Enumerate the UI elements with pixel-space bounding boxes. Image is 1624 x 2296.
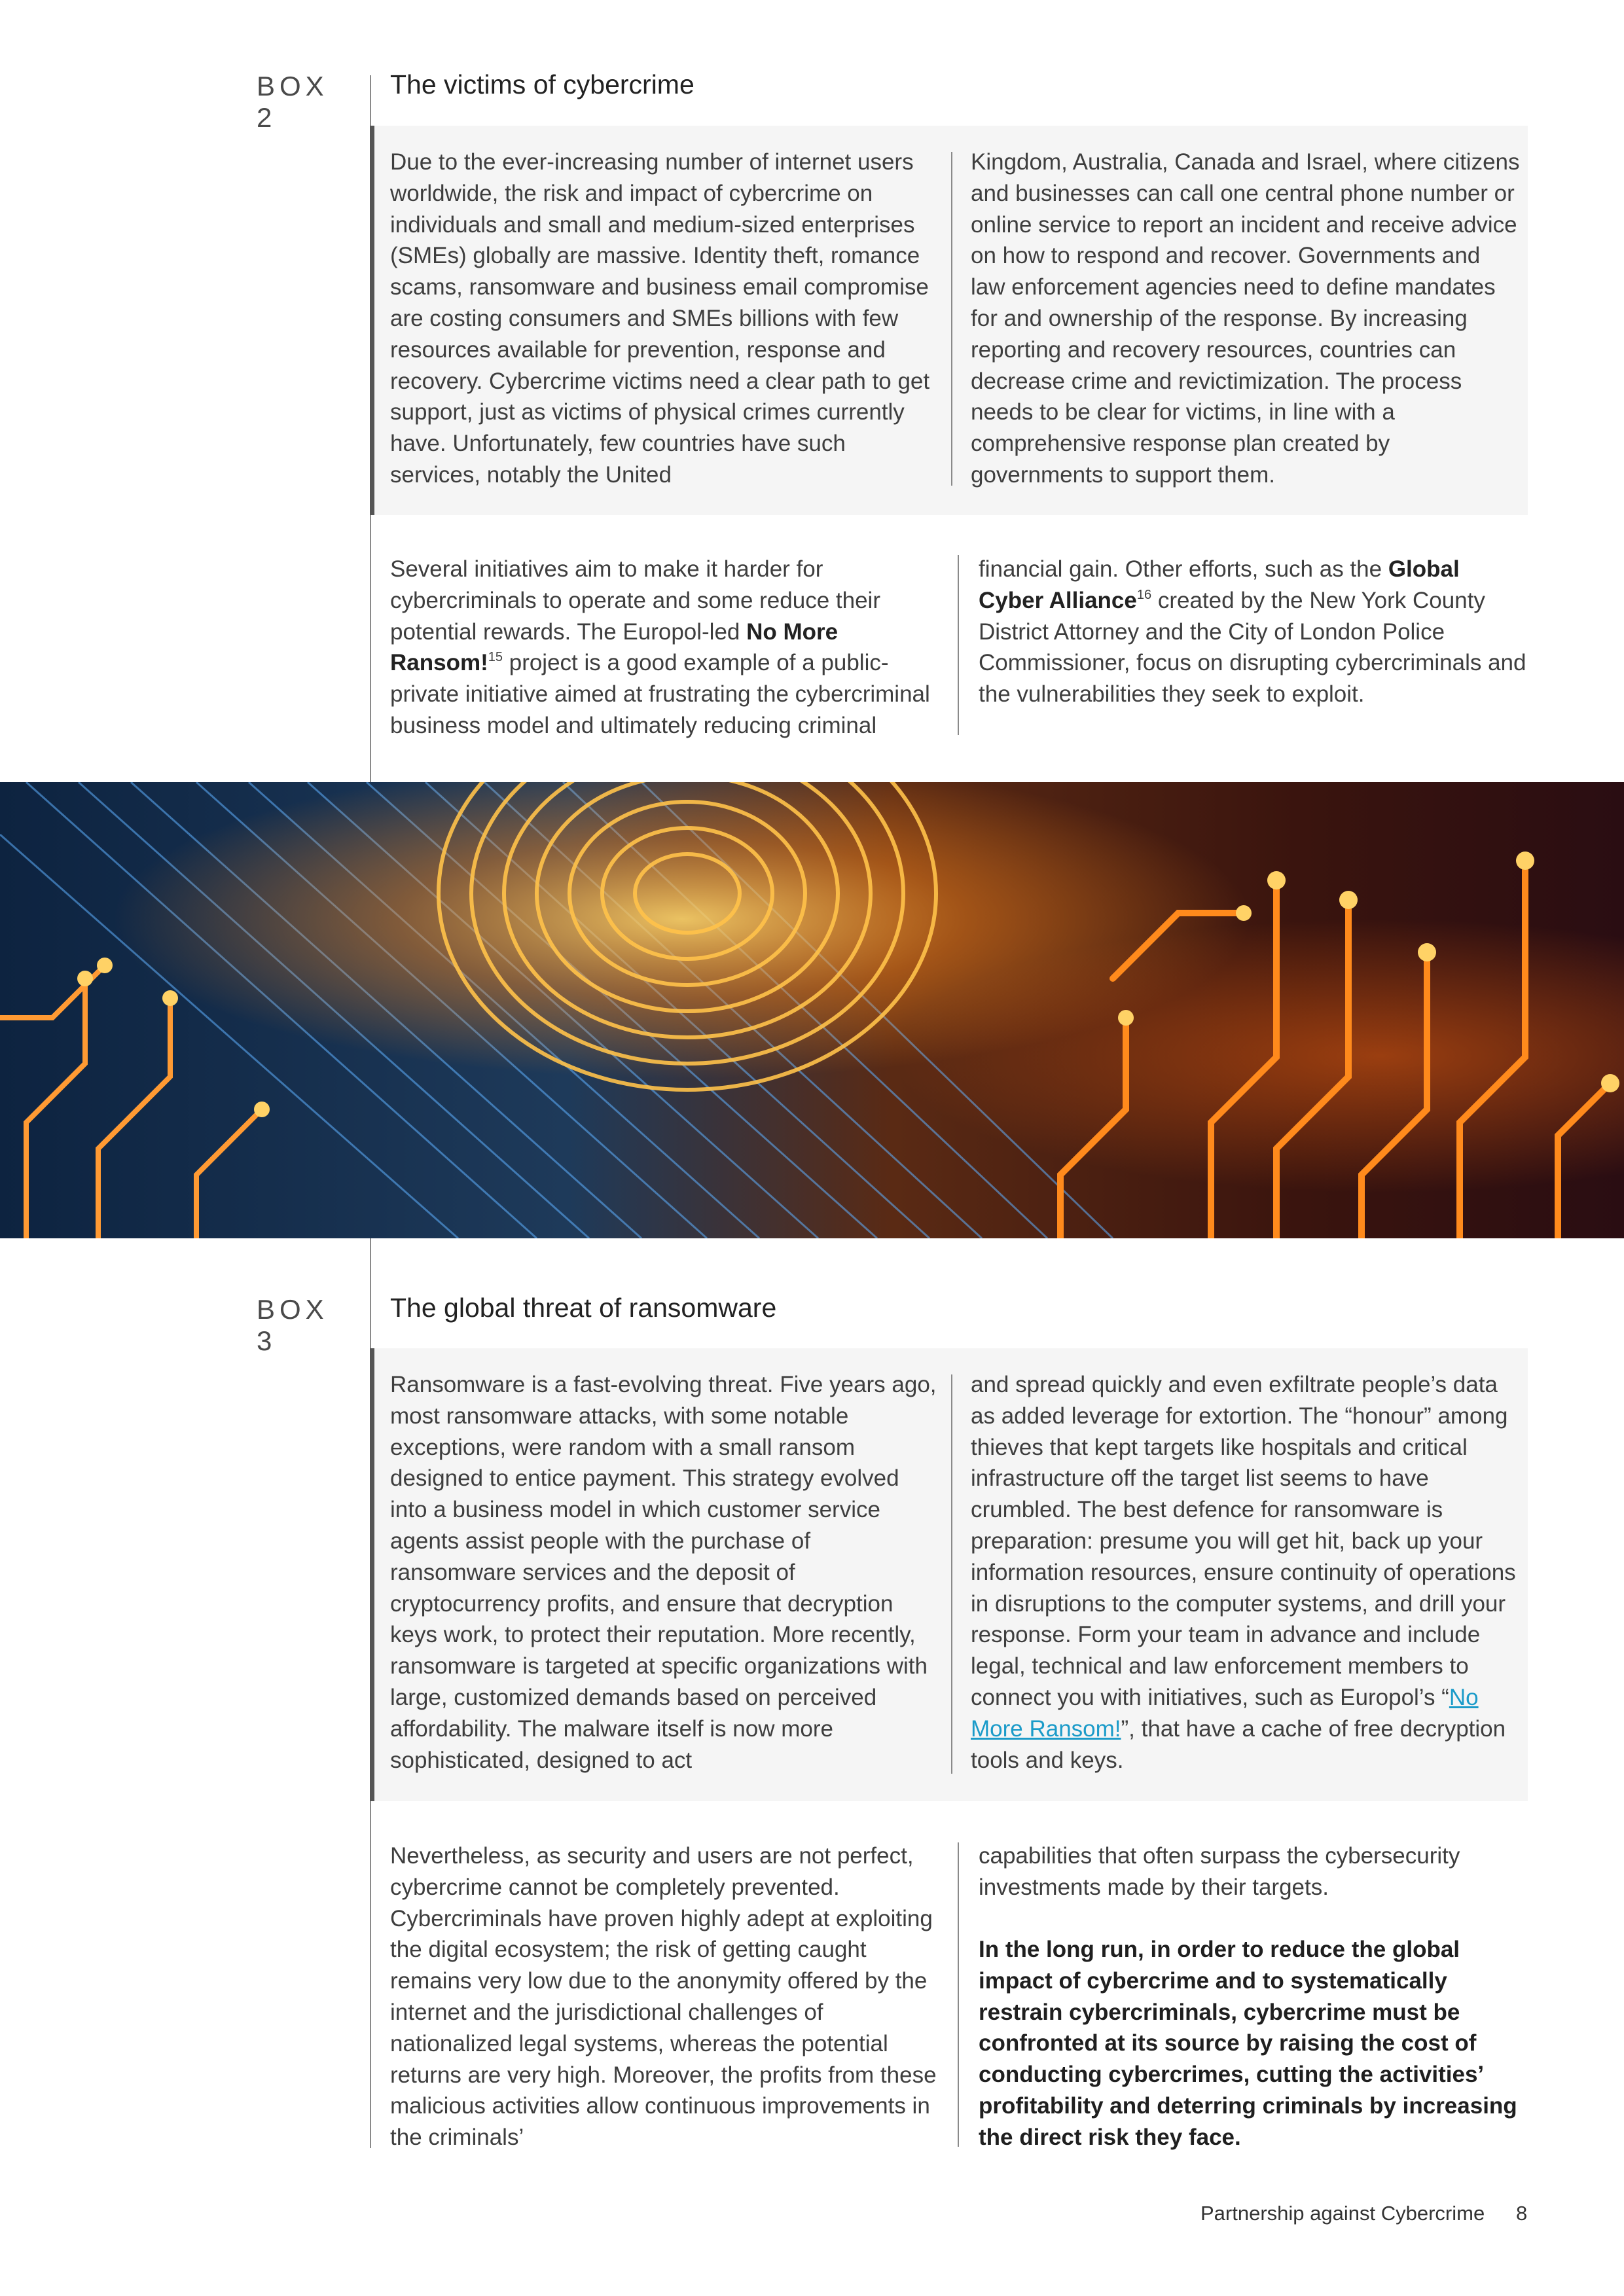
box2-body-right: financial gain. Other efforts, such as the Global Cyber Alliance$^{16}$ created by the New York County District Attorney and the City of London Police Commissioner, focus on disrupting cybercriminals and the vulnerabilities they seek to exploit. <box>979 556 1526 708</box>
box3-body-right: capabilities that often surpass the cybersecurity investments made by their targets. <box>979 1843 1460 1900</box>
box3-panel-left-text: Ransomware is a fast-evolving threat. Five years ago, most ransomware attacks, with some notable exceptions, were random with a small ransom designed to entice payment. This strategy evolved into a business model in which customer service agents assist people with the purchase of ransomware services and the deposit of cryptocurrency profits, and ensure that decryption keys work, to protect their reputation. More recently, ransomware is targeted at specific organizations with large, customized demands based on perceived affordability. The malware itself is now more sophisticated, designed to act <box>390 1372 937 1773</box>
footnote-15: 15 <box>488 650 503 665</box>
global-cyber-alliance-ref: Global Cyber Alliance <box>979 556 1460 613</box>
box2-body-divider <box>958 555 959 735</box>
box3-conclusion: In the long run, in order to reduce the global impact of cybercrime and to systematically restrain cybercriminals, cybercrime must be confronted at its source by raising the cost of conducting cybercrimes, cutting the activities’ profitability and deterring criminals by increasing the direct risk they face. <box>979 1937 1517 2150</box>
fingerprint-circuit-illustration <box>0 782 1624 1238</box>
box3-body-left: Nevertheless, as security and users are not perfect, cybercrime cannot be completely prevented. Cybercriminals have proven highly adept at exploiting the digital ecosystem; the risk of getting caught remains very low due to the anonymity offered by the internet and the jurisdictional challenges of nationalized legal systems, whereas the potential returns are very high. Moreover, the profits from these malicious activities allow continuous improvements in the criminals’ <box>390 1843 937 2151</box>
box3-title: The global threat of ransomware <box>390 1293 777 1323</box>
no-more-ransom-link[interactable]: No More Ransom! <box>971 1684 1479 1742</box>
box3-body-divider <box>958 1842 959 2147</box>
box2-body-left: Several initiatives aim to make it harder for cybercriminals to operate and some reduce their potential rewards. The Europol-led No More Ransom!$^{15}$ project is a good example of a public-private initiative aimed at frustrating the cybercriminal business model and ultimately reducing criminal <box>390 556 930 738</box>
box3-panel-bar <box>370 1348 374 1801</box>
footer-title: Partnership against Cybercrime <box>1200 2202 1485 2225</box>
box2-panel-bar <box>370 126 374 515</box>
fingerprint-icon <box>0 782 1624 1238</box>
box2-title: The victims of cybercrime <box>390 69 695 99</box>
box2-panel-right-text: Kingdom, Australia, Canada and Israel, where citizens and businesses can call one central phone number or online service to report an incident and receive advice on how to respond and recover. Governments and law enforcement agencies need to define mandates for and ownership of the response. By increasing reporting and recovery resources, countries can decrease crime and revictimization. The process needs to be clear for victims, in line with a comprehensive response plan created by governments to support them. <box>971 149 1520 488</box>
box3-panel-right-text: and spread quickly and even exfiltrate people’s data as added leverage for extortion. The “honour” among thieves that kept targets like hospitals and critical infrastructure off the target list seems to have crumbled. The best defence for ransomware is preparation: presume you will get hit, back up your information resources, ensure continuity of operations in disruptions to the computer systems, and drill your response. Form your team in advance and include legal, technical and law enforcement members to connect you with initiatives, such as Europol’s “No More Ransom!”, that have a cache of free decryption tools and keys. <box>971 1372 1516 1773</box>
box3-label: BOX 3 <box>257 1294 329 1356</box>
page-number: 8 <box>1516 2202 1528 2225</box>
footnote-16: 16 <box>1136 587 1152 602</box>
no-more-ransom-ref: No More Ransom! <box>390 619 839 676</box>
box2-panel-left-text: Due to the ever-increasing number of internet users worldwide, the risk and impact of cybercrime on individuals and small and medium-sized enterprises (SMEs) globally are massive. Identity theft, romance scams, ransomware and business email compromise are costing consumers and SMEs billions with few resources available for prevention, response and recovery. Cybercrime victims need a clear path to get support, just as victims of physical crimes currently have. Unfortunately, few countries have such services, notably the United <box>390 149 930 488</box>
box2-panel-divider <box>951 152 952 486</box>
box3-panel-divider <box>951 1374 952 1774</box>
box2-label: BOX 2 <box>257 71 329 133</box>
